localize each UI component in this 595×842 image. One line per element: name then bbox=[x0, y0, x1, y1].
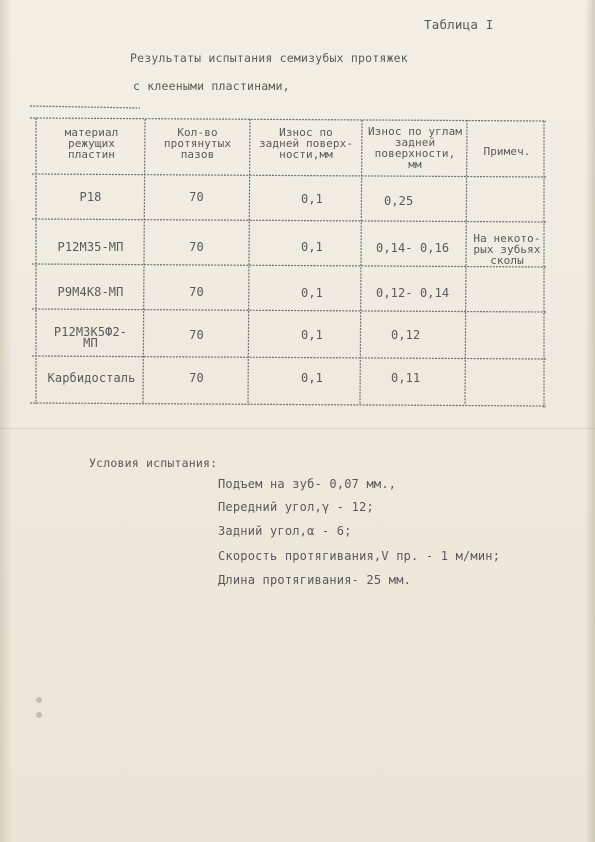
table-cell-wear-back: 0,1 bbox=[301, 286, 323, 300]
table-cell-count: 70 bbox=[189, 371, 204, 385]
table-cell-count: 70 bbox=[189, 328, 204, 342]
column-header-wear-back: Износ по задней поверх- ности,мм bbox=[258, 126, 354, 161]
table-cell-wear-corner: 0,12 bbox=[391, 328, 421, 342]
condition-rake-angle: Передний угол,γ - 12; bbox=[218, 500, 374, 514]
table-cell-wear-corner: 0,14- 0,16 bbox=[376, 241, 450, 255]
table-cell-material: Р9М4К8-МП bbox=[57, 285, 124, 299]
table-label: Таблица I bbox=[424, 17, 494, 32]
table-cell-wear-back: 0,1 bbox=[301, 240, 323, 254]
table-cell-wear-back: 0,1 bbox=[301, 192, 323, 206]
table-cell-wear-corner: 0,12- 0,14 bbox=[376, 286, 450, 300]
conditions-heading: Условия испытания: bbox=[89, 456, 218, 470]
table-cell-count: 70 bbox=[189, 285, 204, 299]
table-cell-wear-back: 0,1 bbox=[301, 371, 323, 385]
table-cell-note: На некото- рых зубьях сколы bbox=[473, 232, 541, 267]
table-cell-wear-corner: 0,11 bbox=[391, 371, 421, 385]
table-cell-count: 70 bbox=[189, 240, 204, 254]
document-title-line-1: Результаты испытания семизубых протяжек bbox=[130, 51, 408, 65]
column-header-note: Примеч. bbox=[483, 145, 531, 158]
column-header-material: материал режущих пластин bbox=[64, 126, 119, 161]
condition-clearance-angle: Задний угол,α - 6; bbox=[218, 524, 352, 538]
condition-broaching-speed: Скорость протягивания,V пр. - 1 м/мин; bbox=[218, 549, 501, 563]
condition-feed-per-tooth: Подъем на зуб- 0,07 мм., bbox=[218, 477, 397, 491]
column-header-wear-corner: Износ по углам задней поверхности, мм bbox=[367, 125, 463, 171]
condition-broaching-length: Длина протягивания- 25 мм. bbox=[218, 573, 412, 587]
table-cell-material: Карбидосталь bbox=[47, 371, 136, 385]
document-title-line-2: с клееными пластинами, bbox=[133, 79, 290, 93]
table-cell-material: Р18 bbox=[79, 190, 102, 204]
table-cell-wear-back: 0,1 bbox=[301, 328, 323, 342]
table-cell-material: Р12М3К5Ф2- МП bbox=[53, 325, 128, 350]
table-cell-count: 70 bbox=[189, 190, 204, 204]
table-cell-material: Р12М35-МП bbox=[57, 240, 124, 254]
table-cell-wear-corner: 0,25 bbox=[384, 194, 414, 208]
column-header-count: Кол-во протянутых пазов bbox=[163, 126, 232, 161]
